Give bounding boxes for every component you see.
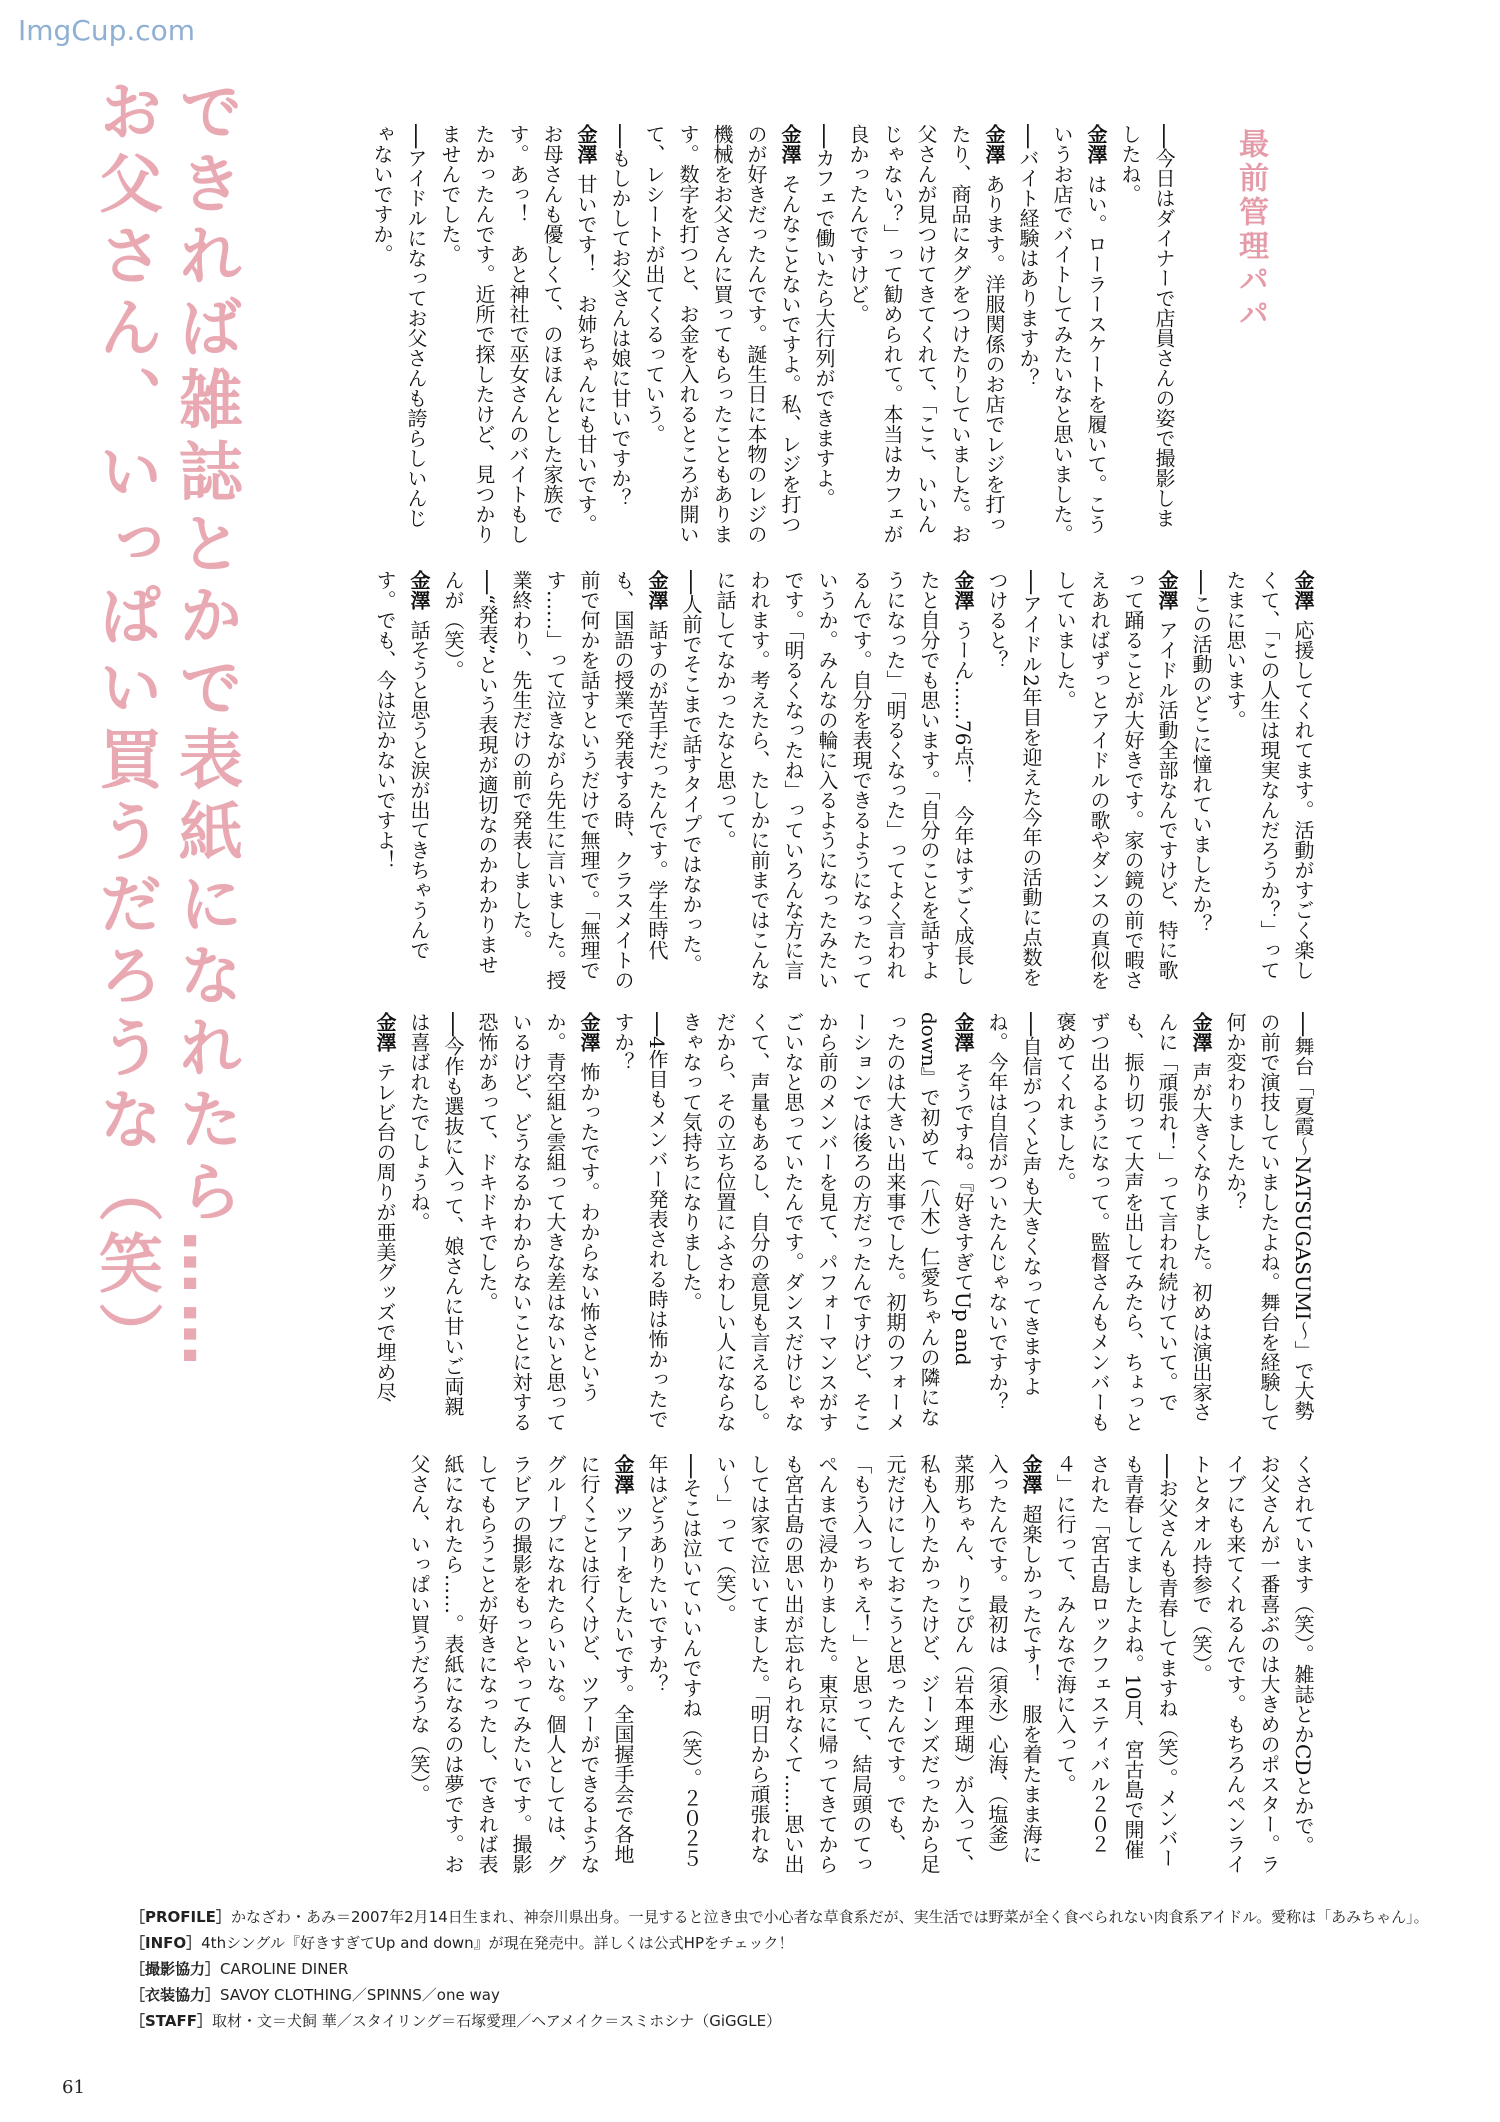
photo-credit-tag: ［撮影協力］ <box>130 1960 221 1978</box>
paragraph-text: アイドル活動全部なんですけど、特に歌って踊ることが大好きです。家の鏡の前で暇さえあればずっとアイドルの歌やダンスの真似をしていました。 <box>1053 570 1179 990</box>
article-paragraph <box>980 570 1048 990</box>
article-tier-2 <box>315 570 1320 990</box>
paragraph-text: はい。ローラースケートを履いて。こういうお店でバイトしてみたいなと思いました。 <box>1050 124 1108 544</box>
article-paragraph <box>980 1012 1048 1432</box>
speaker-label: 金澤 <box>407 570 431 610</box>
profile-tag: ［PROFILE］ <box>130 1908 231 1926</box>
paragraph-text: ──人前でそこまで話すタイプではなかった。 <box>679 570 703 975</box>
paragraph-text: ──“発表”という表現が適切なのかわかりませんが（笑）。 <box>441 570 499 975</box>
paragraph-text: ──今作も選抜に入って、娘さんに甘いご両親は喜ばれたでしょうね。 <box>407 1012 465 1417</box>
article-paragraph <box>841 124 1011 546</box>
article-paragraph <box>637 124 807 546</box>
paragraph-text: 話すのが苦手だったんです。学生時代も、国語の授業で発表する時、クラスメイトの前で何かを話すというだけで無理で。「無理です……」って泣きながら先生に言いました。授業終わり、先生だけの前で発表しました。 <box>509 570 669 990</box>
paragraph-text: ──もしかしてお父さんは娘に甘いですか？ <box>608 124 632 509</box>
article-paragraph <box>470 1012 606 1432</box>
article-paragraph <box>504 570 674 990</box>
speaker-label: 金澤 <box>574 124 598 164</box>
speaker-label: 金澤 <box>1084 124 1108 164</box>
speaker-label: 金澤 <box>373 1012 397 1052</box>
paragraph-text: 応援してくれてます。活動がすごく楽しくて、「この人生は現実なんだろうか？」ってたまに思います。 <box>1223 570 1315 980</box>
paragraph-text: あります。洋服関係のお店でレジを打ったり、商品にタグをつけたりしていました。お父さんが見つけてきてくれて、「ここ、いいんじゃない？」って勧められて。本当はカフェが良かったんですけど。 <box>846 124 1006 544</box>
article-paragraph <box>708 1454 1048 1874</box>
paragraph-text: うーん……76点！ 今年はすごく成長したと自分でも思います。「自分のことを話すようになった」「明るくなった」ってよく言われるんです。自分を表現できるようになったっていうか。みんなの輪に入るようになったみたいです。「明るくなったね」っていろんな方に言われます。考えたら、たしかに前まではこんなに話してなかったなと思って。 <box>713 570 975 990</box>
speaker-label: 金澤 <box>982 124 1006 164</box>
costume-credit-text: SAVOY CLOTHING／SPINNS／one way <box>220 1986 500 2004</box>
profile-text: かなざわ・あみ＝2007年2月14日生まれ、神奈川県出身。一見すると泣き虫で小心者な草食系だが、実生活では野菜が全く食べられない肉食系アイドル。愛称は「あみちゃん」。 <box>230 1908 1429 1926</box>
paragraph-text: ──この活動のどこに憧れていましたか？ <box>1189 570 1213 935</box>
article-paragraph <box>368 1012 402 1432</box>
article-tier-1 <box>315 124 1181 546</box>
article-paragraph <box>1218 1012 1320 1432</box>
costume-credit-tag: ［衣装協力］ <box>130 1986 221 2004</box>
speaker-label: 金澤 <box>951 1012 975 1052</box>
paragraph-text: 声が大きくなりました。初めは演出家さんに「頑張れ！」って言われ続けていて。でも、振り切って大声を出してみたら、ちょっとずつ出るようになって。監督さんもメンバーも褒めてくれました。 <box>1053 1012 1213 1432</box>
paragraph-text: ──舞台「夏霞〜NATSUGASUMI〜」で大勢の前で演技していましたよね。舞台を経験して何か変わりましたか？ <box>1223 1012 1315 1432</box>
speaker-label: 金澤 <box>778 124 802 164</box>
article-paragraph <box>1048 1012 1218 1432</box>
article-tier-4 <box>315 1454 1320 1874</box>
paragraph-text: ──今日はダイナーで店員さんの姿で撮影しましたね。 <box>1118 124 1176 529</box>
article-paragraph <box>1184 1454 1320 1874</box>
page-number: 61 <box>62 2077 85 2098</box>
headline-line-1: できれば雑誌とかで表紙になれたら…… <box>168 78 242 1374</box>
paragraph-text: ──カフェで働いたら大行列ができますよ。 <box>812 124 836 509</box>
paragraph-text: ──4作目もメンバー発表される時は怖かったですか？ <box>611 1012 669 1429</box>
article-paragraph <box>603 124 637 546</box>
paragraph-text: ──アイドル2年目を迎えた今年の活動に点数をつけると？ <box>985 570 1043 987</box>
section-title: 最前管理パパ <box>1233 128 1268 332</box>
article-paragraph <box>1218 570 1320 990</box>
article-paragraph <box>1184 570 1218 990</box>
credits-block <box>130 1905 1430 2035</box>
profile-row <box>130 1905 1430 1929</box>
photo-credit-row <box>130 1957 1430 1981</box>
photo-credit-text: CAROLINE DINER <box>220 1960 349 1978</box>
paragraph-text: ──バイト経験はありますか？ <box>1016 124 1040 389</box>
headline-line-2: お父さん、いっぱい買うだろうな（笑） <box>88 78 162 1374</box>
speaker-label: 金澤 <box>951 570 975 610</box>
paragraph-text: ──お父さんも青春してますね（笑）。メンバーも青春してましたよね。10月、宮古島で開催された「宮古島ロックフェスティバル２０２４」に行って、みんなで海に入って。 <box>1053 1454 1179 1869</box>
article-paragraph <box>807 124 841 546</box>
article-paragraph <box>368 570 436 990</box>
paragraph-text: 超楽しかったです！ 服を着たまま海に入ったんです。最初は（須永）心海、（塩釜）菜那ちゃん、りこぴん（岩本理瑚）が入って、私も入りたかったけど、ジーンズだったから足元だけにしておこうと思ったんです。でも、「もう入っちゃえ！」と思って、結局頭のてっぺんまで浸かりました。東京に帰ってきてからも宮古島の思い出が忘れられなくて……思い出しては家で泣いてました。「明日から頑張れない〜」って（笑）。 <box>713 1454 1043 1874</box>
paragraph-text: 話そうと思うと涙が出てきちゃうんです。でも、今は泣かないですよ！ <box>373 570 431 960</box>
paragraph-text: ツアーをしたいです。全国握手会で各地に行くことは行くけど、ツアーができるようなグループになれたらいいな。個人としては、グラビアの撮影をもっとやってみたいです。撮影してもらうことが好きになったし、できれば表紙になれたら……。表紙になるのは夢です。お父さん、いっぱい買うだろうな（笑）。 <box>407 1454 635 1874</box>
article-paragraph <box>640 1454 708 1874</box>
info-row <box>130 1931 1430 1955</box>
watermark: ImgCup.com <box>18 14 196 47</box>
speaker-label: 金澤 <box>1189 1012 1213 1052</box>
costume-credit-row <box>130 1983 1430 2007</box>
paragraph-text: くされています（笑）。雑誌とかCDとかで。お父さんが一番喜ぶのは大きめのポスター。ライブにも来てくれるんです。もちろんペンライトとタオル持参で（笑）。 <box>1189 1454 1315 1874</box>
paragraph-text: テレビ台の周りが亜美グッズで埋め尽 <box>373 1062 397 1402</box>
article-paragraph <box>674 1012 980 1432</box>
article-paragraph <box>606 1012 674 1432</box>
paragraph-text: 怖かったです。わからない怖さというか。青空組と雲組って大きな差はないと思っているけど、どうなるかわからないことに対する恐怖があって、ドキドキでした。 <box>475 1012 601 1432</box>
article-paragraph <box>402 1012 470 1432</box>
article-paragraph <box>1113 124 1181 546</box>
speaker-label: 金澤 <box>577 1012 601 1052</box>
article-paragraph <box>1045 124 1113 546</box>
article-paragraph <box>1048 1454 1184 1874</box>
paragraph-text: ──アイドルになってお父さんも誇らしいんじゃないですか。 <box>370 124 428 529</box>
article-paragraph <box>1011 124 1045 546</box>
info-text: 4thシングル『好きすぎてUp and down』が現在発売中。詳しくは公式HPをチェック！ <box>201 1934 794 1952</box>
paragraph-text: そうですね。『好きすぎてUp and down』で初めて（八木）仁愛ちゃんの隣になったのは大きい出来事でした。初期のフォーメーションでは後ろの方だったんですけど、そこから前のメンバーを見て、パフォーマンスがすごいなと思っていたんです。ダンスだけじゃなくて、声量もあるし、自分の意見も言えるし。だから、その立ち位置にふさわしい人にならなきゃなって気持ちになりました。 <box>679 1012 975 1432</box>
article-tier-3 <box>315 1012 1320 1432</box>
speaker-label: 金澤 <box>611 1454 635 1494</box>
article-paragraph <box>365 124 433 546</box>
paragraph-text: ──自信がつくと声も大きくなってきますよね。今年は自信がついたんじゃないですか？ <box>985 1012 1043 1412</box>
staff-credit-row <box>130 2009 1430 2033</box>
article-paragraph <box>674 570 708 990</box>
speaker-label: 金澤 <box>1019 1454 1043 1494</box>
paragraph-text: 甘いです！ お姉ちゃんにも甘いです。お母さんも優しくて、のほほんとした家族です。あっ！ あと神社で巫女さんのバイトもしたかったんです。近所で探したけど、見つかりませんでした。 <box>438 124 598 544</box>
speaker-label: 金澤 <box>1291 570 1315 610</box>
article-paragraph <box>1048 570 1184 990</box>
staff-credit-text: 取材・文＝犬飼 華／スタイリング＝石塚愛理／ヘアメイク＝スミホシナ（GiGGLE） <box>211 2012 782 2030</box>
paragraph-text: そんなことないですよ。私、レジを打つのが好きだったんです。誕生日に本物のレジの機械をお父さんに買ってもらったこともあります。数字を打つと、お金を入れるところが開いて、レシートが出てくるっていう。 <box>642 124 802 544</box>
speaker-label: 金澤 <box>645 570 669 610</box>
paragraph-text: ──そこは泣いていいんですね（笑）。２０２５年はどうありたいですか？ <box>645 1454 703 1869</box>
info-tag: ［INFO］ <box>130 1934 202 1952</box>
article-paragraph <box>402 1454 640 1874</box>
speaker-label: 金澤 <box>1155 570 1179 610</box>
article-paragraph <box>433 124 603 546</box>
staff-credit-tag: ［STAFF］ <box>130 2012 212 2030</box>
article-paragraph <box>708 570 980 990</box>
article-paragraph <box>436 570 504 990</box>
